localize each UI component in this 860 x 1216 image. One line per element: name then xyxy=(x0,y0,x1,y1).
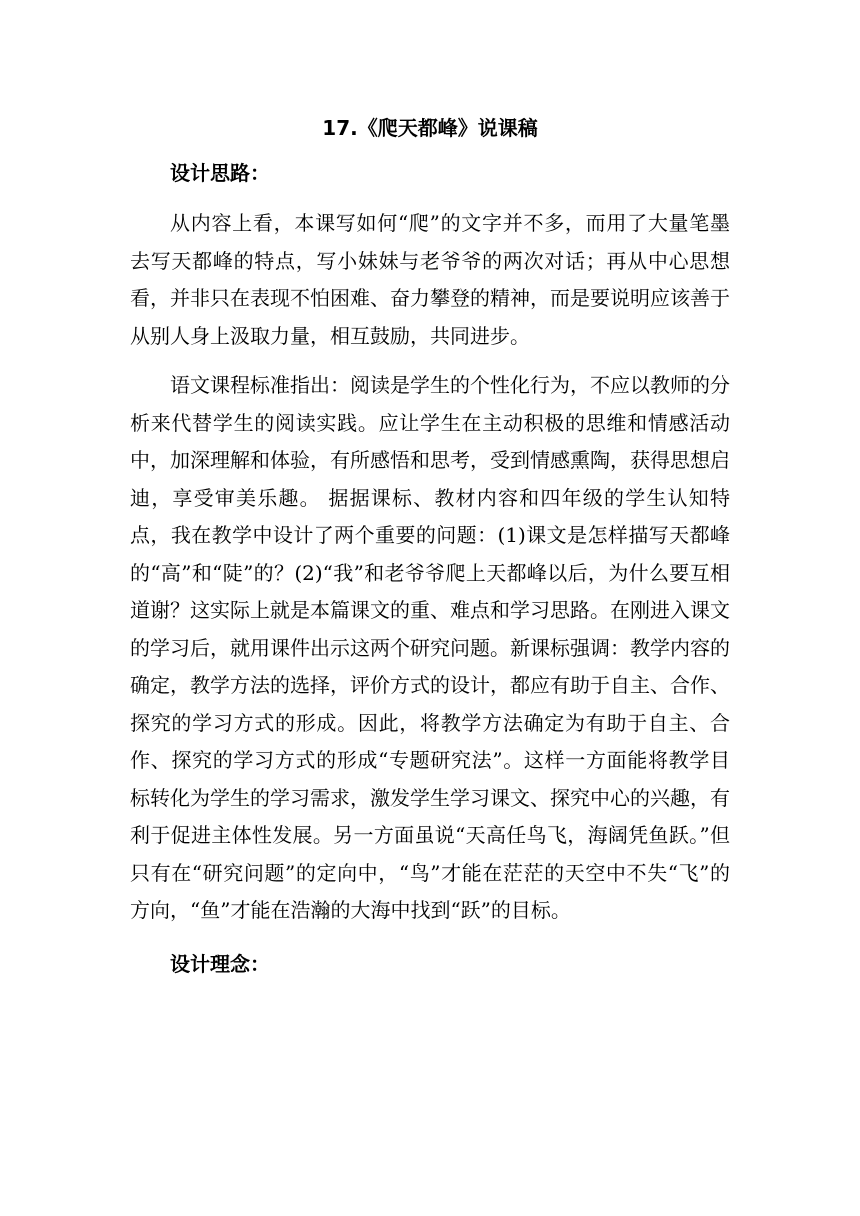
document-body xyxy=(130,108,730,984)
section-heading-design-concept: 设计理念： xyxy=(170,951,270,976)
paragraph-content-analysis: 从内容上看，本课写如何“爬”的文字并不多，而用了大量笔墨去写天都峰的特点，写小妹妹与老爷爷的两次对话；再从中心思想看，并非只在表现不怕困难、奋力攀登的精神，而是要说明应该善于从别人身上汲取力量，相互鼓励，共同进步。 xyxy=(130,211,730,348)
section-heading-design-approach: 设计思路： xyxy=(170,161,270,185)
paragraph-curriculum-standard: 语文课程标准指出：阅读是学生的个性化行为，不应以教师的分析来代替学生的阅读实践。应让学生在主动积极的思维和情感活动中，加深理解和体验，有所感悟和思考，受到情感熏陶，获得思想启迪，享受审美乐趣。 据据课标、教材内容和四年级的学生认知特点，我在教学中设计了两个重要的问题：(1)课文是怎样描写天都峰的“高”和“陡”的？(2)“我”和老爷爷爬上天都峰以后，为什么要互相道谢？这实际上就是本篇课文的重、难点和学习思路。在刚进入课文的学习后，就用课件出示这两个研究问题。新课标强调：教学内容的确定，教学方法的选择，评价方式的设计，都应有助于自主、合作、探究的学习方式的形成。因此，将教学方法确定为有助于自主、合作、探究的学习方式的形成“专题研究法”。这样一方面能将教学目标转化为学生的学习需求，激发学生学习课文、探究中心的兴趣，有利于促进主体性发展。另一方面虽说“天高任鸟飞，海阔凭鱼跃。”但只有在“研究问题”的定向中，“鸟”才能在茫茫的天空中不失“飞”的方向，“鱼”才能在浩瀚的大海中找到“跃”的目标。 xyxy=(130,373,730,922)
document-title: 17.《爬天都峰》说课稿 xyxy=(322,116,538,140)
